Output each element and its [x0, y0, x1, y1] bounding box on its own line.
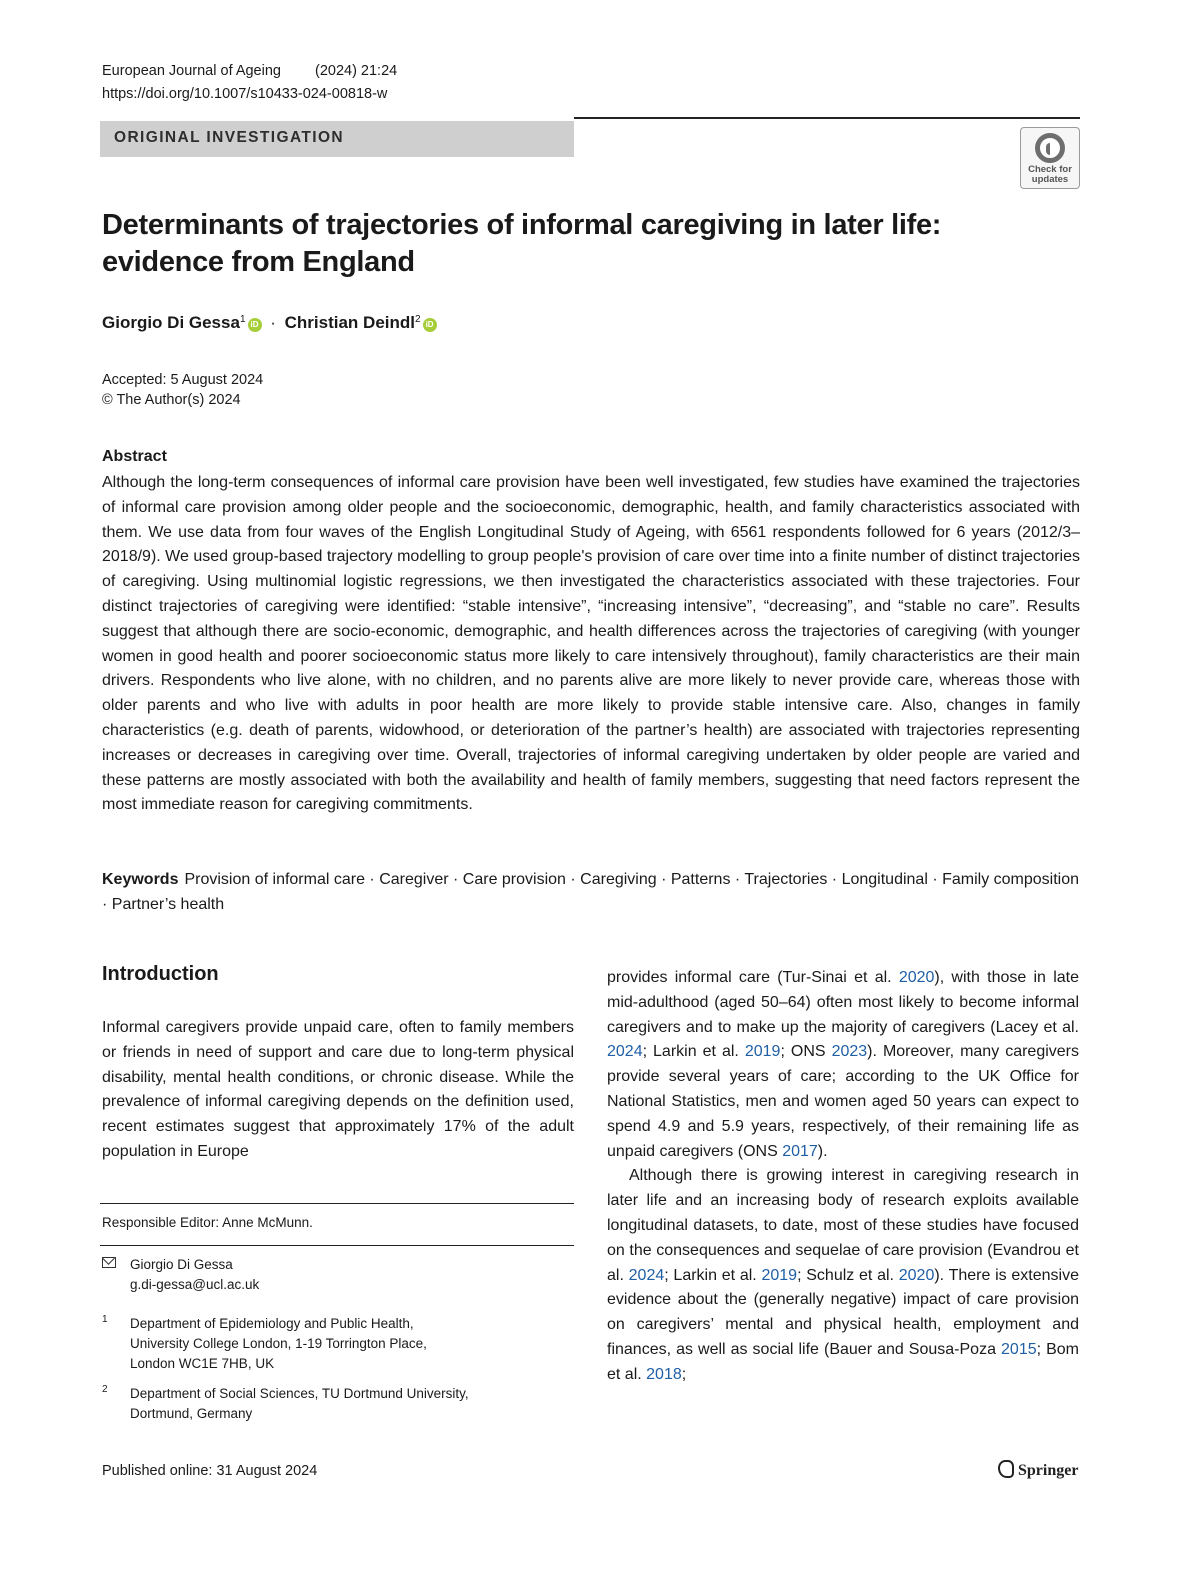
affiliation-line: London WC1E 7HB, UK — [130, 1356, 275, 1371]
introduction-paragraph — [607, 1164, 1079, 1387]
published-online-date: Published online: 31 August 2024 — [102, 1463, 318, 1479]
citation-link[interactable]: 2015 — [1001, 1340, 1037, 1358]
affiliation-number: 2 — [102, 1384, 108, 1395]
paragraph-text: provides informal care (Tur-Sinai et al. — [607, 969, 899, 986]
affiliation-2 — [130, 1384, 560, 1424]
citation-link[interactable]: 2017 — [782, 1142, 818, 1160]
paragraph-text: ). Moreover, many caregivers provide several years of care; according to the UK Office for National Statistics, men and women aged 50 years can expect to spend 4.9 and 5.9 years, respectively, of their remaining life as unpaid caregivers (ONS — [607, 1043, 1080, 1160]
publisher-name: Springer — [1018, 1462, 1079, 1479]
journal-header — [102, 63, 397, 79]
publisher-logo — [998, 1460, 1078, 1480]
keywords-label: Keywords — [102, 871, 179, 888]
author-affiliation-marker: 1 — [239, 314, 246, 325]
paper-title: Determinants of trajectories of informal caregiving in later life: evidence from England — [102, 209, 942, 278]
footnote-rule — [100, 1245, 574, 1246]
copyright-notice: © The Author(s) 2024 — [102, 392, 241, 408]
journal-volume: (2024) 21:24 — [314, 63, 398, 79]
affiliation-line: University College London, 1-19 Torrington Place, — [130, 1336, 427, 1351]
paragraph-text: Although there is growing interest in caregiving research in later life and an increasing body of research exploits available longitudinal datasets, to date, most of these studies have focused on the consequences and sequelae of care provision (Evandrou et al. — [607, 1167, 1079, 1284]
abstract-heading: Abstract — [102, 448, 167, 465]
paragraph-text: ). There is extensive evidence about the (generally negative) impact of care provision on caregivers’ mental and physical health, employment and finances, as well as social life (Bauer and Sousa-Poza — [607, 1266, 1079, 1358]
corresponding-author-name: Giorgio Di Gessa — [130, 1257, 233, 1272]
section-label: ORIGINAL INVESTIGATION — [114, 129, 345, 146]
paragraph-text: ; ONS — [780, 1043, 832, 1061]
keywords-text: Provision of informal care · Caregiver · Care provision · Caregiving · Patterns · Trajectories · Longitudinal · Family composition · Partner’s health — [102, 871, 1080, 913]
citation-link[interactable]: 2019 — [761, 1266, 798, 1284]
citation-link[interactable]: 2024 — [607, 1043, 643, 1061]
paragraph-text: ), with those in late mid-adulthood (aged 50–64) often most likely to become informal caregivers and to make up the majority of caregivers (Lacey et al. — [607, 969, 1079, 1036]
author-list — [102, 313, 437, 333]
footnote-rule — [100, 1203, 574, 1204]
introduction-paragraph-left: Informal caregivers provide unpaid care, often to family members or friends in need of support and care due to long-term physical disability, mental health conditions, or chronic disease. While the prevalence of informal caregiving depends on the definition used, recent estimates suggest that approximately 17% of the adult population in Europe — [102, 1019, 574, 1160]
paragraph-text: ). — [817, 1142, 828, 1160]
orcid-icon[interactable]: iD — [423, 318, 437, 332]
check-for-updates-icon — [1035, 133, 1065, 163]
corresponding-author-email[interactable]: g.di-gessa@ucl.ac.uk — [130, 1277, 260, 1292]
citation-link[interactable]: 2020 — [898, 969, 935, 986]
paragraph-text: ; Larkin et al. — [642, 1043, 745, 1061]
affiliation-number: 1 — [102, 1314, 108, 1325]
responsible-editor: Responsible Editor: Anne McMunn. — [102, 1215, 313, 1230]
citation-link[interactable]: 2019 — [744, 1043, 781, 1061]
author-affiliation-marker: 2 — [415, 314, 421, 325]
paragraph-text: ; Bom et al. — [607, 1340, 1079, 1383]
citation-link[interactable]: 2023 — [831, 1043, 868, 1061]
affiliation-1 — [130, 1314, 560, 1374]
abstract-text: Although the long-term consequences of informal care provision have been well investigated, few studies have examined the trajectories of informal care provision among older people and the socioeconomic, demographic, health, and family characteristics associated with them. We use data from four waves of the English Longitudinal Study of Ageing, with 6561 respondents followed for 6 years (2012/3–2018/9). We used group-based trajectory modelling to group people's provision of care over time into a finite number of distinct trajectories of caregiving. Using multinomial logistic regressions, we then investigated the characteristics associated with these trajectories. Four distinct trajectories of caregiving were identified: “stable intensive”, “increasing intensive”, “decreasing”, and “stable no care”. Results suggest that although there are socio-economic, demographic, and health differences across the trajectories of caregiving (with younger women in good health and poorer socioeconomic status more likely to care intensively throughout), family characteristics are their main drivers. Respondents who live alone, with no children, and no parents alive are more likely to never provide care, whereas those with older parents and who live with adults in poor health are more likely to provide stable intensive care. Also, changes in family characteristics (e.g. death of parents, widowhood, or deterioration of the partner’s health) are associated with trajectories representing increases or decreases in caregiving over time. Overall, trajectories of informal caregiving undertaken by older people are varied and these patterns are mostly associated with both the availability and health of family members, suggesting that need factors represent the most immediate reason for caregiving commitments. — [102, 474, 1080, 814]
introduction-heading: Introduction — [102, 963, 219, 985]
section-label-bar — [100, 121, 574, 157]
author-separator: · — [270, 313, 276, 332]
citation-link[interactable]: 2020 — [898, 1266, 935, 1284]
header-rule — [574, 117, 1080, 119]
check-for-updates-label: Check for updates — [1028, 164, 1072, 185]
corresponding-author — [130, 1255, 259, 1295]
introduction-paragraph — [607, 966, 1079, 1164]
paragraph-text: ; — [681, 1365, 687, 1383]
affiliation-line: Department of Social Sciences, TU Dortmund University, — [130, 1386, 469, 1401]
citation-link[interactable]: 2018 — [646, 1365, 682, 1383]
journal-name: European Journal of Ageing — [102, 63, 281, 79]
paragraph-text: ; Schulz et al. — [797, 1266, 899, 1284]
accepted-date: Accepted: 5 August 2024 — [102, 372, 264, 388]
keywords — [102, 868, 1080, 918]
check-for-updates-badge[interactable] — [1020, 127, 1080, 189]
affiliation-line: Dortmund, Germany — [130, 1406, 253, 1421]
author-name[interactable]: Christian Deindl — [284, 313, 415, 332]
affiliation-line: Department of Epidemiology and Public Health, — [130, 1316, 414, 1331]
envelope-icon — [102, 1257, 116, 1268]
paragraph-text: ; Larkin et al. — [664, 1266, 762, 1284]
author-name[interactable]: Giorgio Di Gessa — [102, 313, 240, 332]
doi-link[interactable]: https://doi.org/10.1007/s10433-024-00818-w — [102, 86, 388, 102]
orcid-icon[interactable]: iD — [248, 318, 262, 332]
introduction-right-column — [607, 966, 1079, 1388]
springer-horse-icon — [998, 1460, 1014, 1478]
citation-link[interactable]: 2024 — [628, 1266, 665, 1284]
